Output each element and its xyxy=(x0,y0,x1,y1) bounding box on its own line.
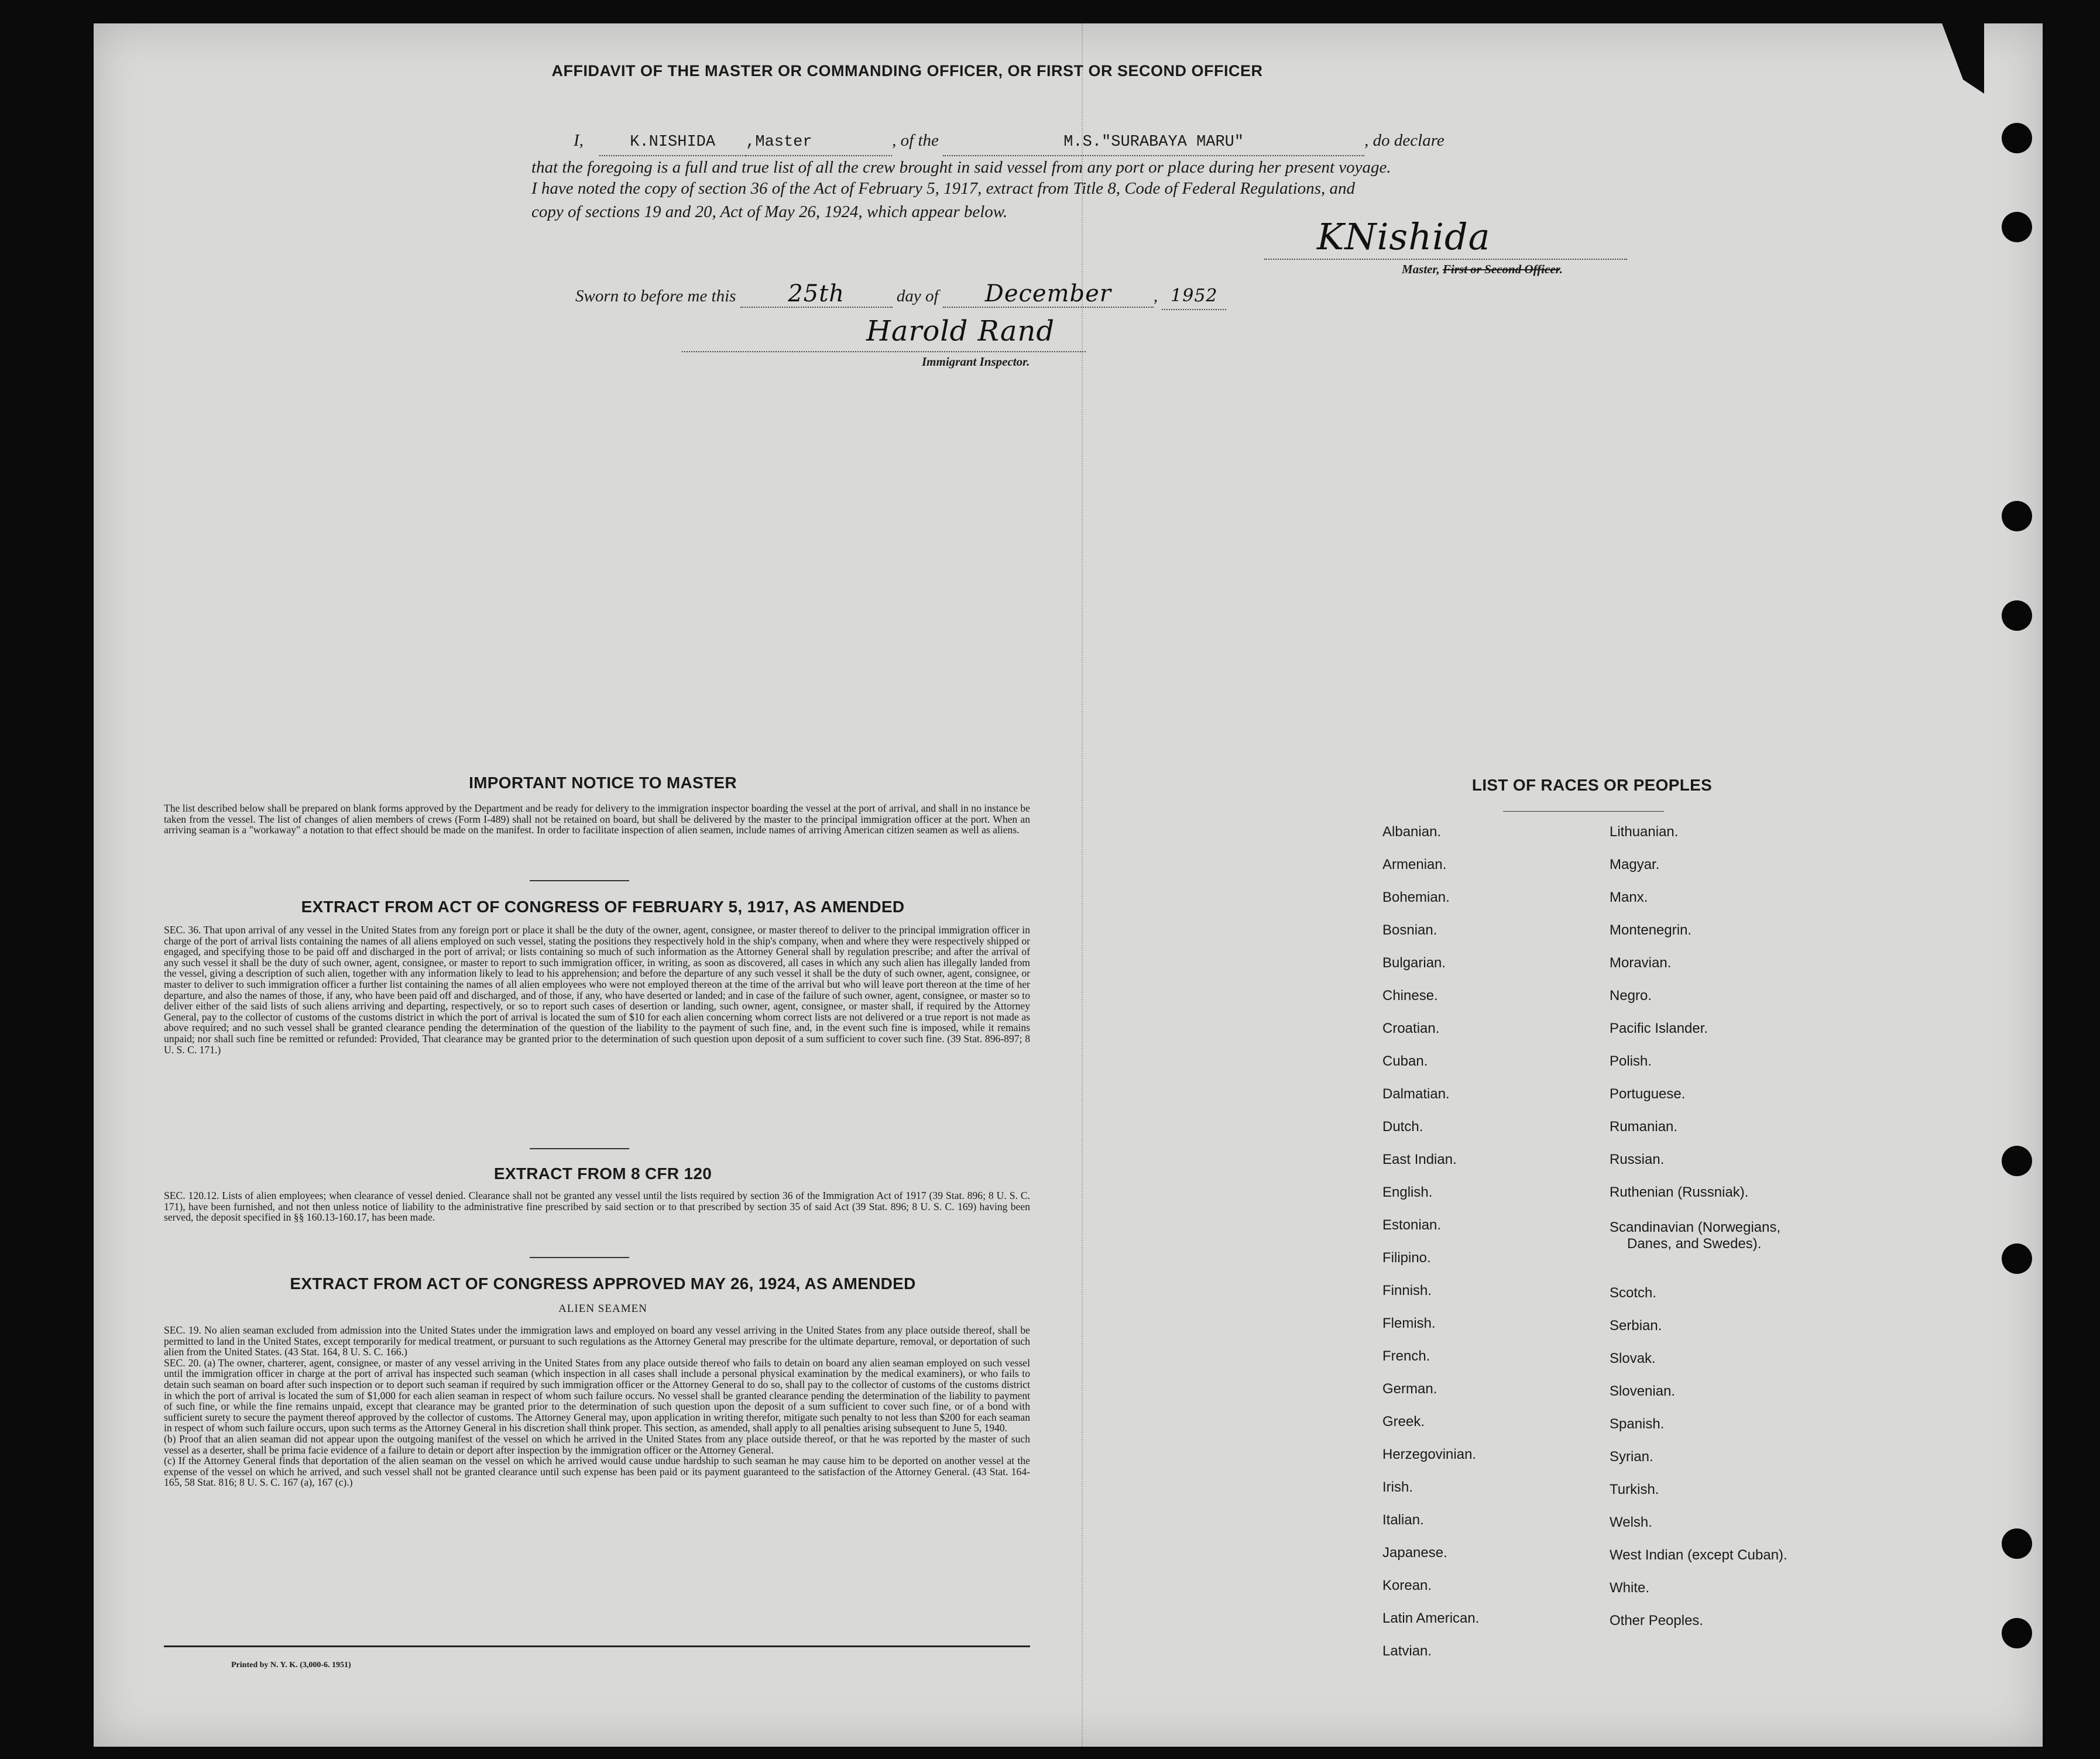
inspector-signature-line xyxy=(682,351,1086,352)
punch-hole xyxy=(2002,1146,2032,1176)
race-item: Italian. xyxy=(1382,1512,1424,1528)
race-item: Negro. xyxy=(1610,988,1652,1004)
race-item: Scotch. xyxy=(1610,1285,1657,1301)
divider xyxy=(530,880,629,881)
extract-1924-body xyxy=(164,1325,1030,1488)
punch-hole xyxy=(2002,600,2032,631)
race-item: Finnish. xyxy=(1382,1283,1432,1298)
race-item: Russian. xyxy=(1610,1152,1665,1167)
printed-by-note: Printed by N. Y. K. (3,000-6. 1951) xyxy=(231,1661,351,1669)
punch-hole xyxy=(2002,1243,2032,1274)
race-item: French. xyxy=(1382,1348,1430,1364)
declaration-line-3: I have noted the copy of section 36 of the Act of February 5, 1917, extract from Title 8, Code of Federal Regulations, and xyxy=(531,179,1356,198)
races-title: LIST OF RACES OR PEOPLES xyxy=(1471,776,1713,794)
extract-cfr-text: SEC. 120.12. Lists of alien employees; when clearance of vessel denied. Clearance shall not be granted any vessel until the lists required by section 36 of the Immigration Act of 1917 (39 Stat. 896; 8 U. S. C. 171), have been furnished, and not then unless notice of liability to the administrative fine prescribed by said section or to that prescribed by section 35 of said Act (39 Stat. 896; 8 U. S. C. 169) having been served, the deposit specified in §§ 160.13-160.17, has been made. xyxy=(164,1190,1030,1224)
race-item: Moravian. xyxy=(1610,955,1672,971)
divider xyxy=(530,1257,629,1258)
day-of-label: day of xyxy=(896,287,939,305)
race-item-line: Danes, and Swedes). xyxy=(1627,1236,1762,1252)
extract-1917-title: EXTRACT FROM ACT OF CONGRESS OF FEBRUARY 5, 1917, AS AMENDED xyxy=(301,898,905,916)
race-item: Lithuanian. xyxy=(1610,824,1679,840)
race-item: Herzegovinian. xyxy=(1382,1447,1477,1462)
master-caption-text: Master, xyxy=(1402,262,1440,276)
race-item: Syrian. xyxy=(1610,1449,1653,1465)
race-item: Polish. xyxy=(1610,1053,1652,1069)
inspector-signature: Harold Rand xyxy=(866,315,1055,348)
race-item xyxy=(1610,1217,1787,1285)
notice-title: IMPORTANT NOTICE TO MASTER xyxy=(469,774,737,792)
sworn-year-field: 1952 xyxy=(1162,283,1226,310)
race-item: Dutch. xyxy=(1382,1119,1423,1135)
race-item: Armenian. xyxy=(1382,857,1447,872)
race-item: Turkish. xyxy=(1610,1482,1659,1497)
notice-text: The list described below shall be prepared on blank forms approved by the Department and be ready for delivery to the immigration inspector boarding the vessel at the port of arrival, and shall in no instance be taken from the vessel. The list of changes of alien members of crews (Form I-489) shall not be retained on board, but shall be delivered by the master to the principal immigration officer at the port. When an arriving seaman is a "workaway" a notation to that effect should be made on the manifest. In order to facilitate inspection of alien seamen, include names of arriving American citizen seamen as well as aliens. xyxy=(164,802,1030,836)
race-item: Croatian. xyxy=(1382,1021,1440,1036)
race-item: Portuguese. xyxy=(1610,1086,1686,1102)
race-item: Albanian. xyxy=(1382,824,1442,840)
race-item: Greek. xyxy=(1382,1414,1425,1430)
race-item: Cuban. xyxy=(1382,1053,1428,1069)
punch-hole xyxy=(2002,1618,2032,1648)
race-item: Estonian. xyxy=(1382,1217,1442,1233)
officer-caption-struck: First or Second Officer xyxy=(1443,262,1560,276)
race-item: East Indian. xyxy=(1382,1152,1457,1167)
race-item: Welsh. xyxy=(1610,1514,1652,1530)
race-item: Latin American. xyxy=(1382,1610,1480,1626)
race-item: Irish. xyxy=(1382,1479,1413,1495)
race-item: Dalmatian. xyxy=(1382,1086,1450,1102)
master-role-field: ,Master xyxy=(746,129,892,156)
extract-1917-text: SEC. 36. That upon arrival of any vessel in the United States from any foreign port or place it shall be the duty of the owner, agent, consignee, or master thereof to deliver to the principal immigration officer in charge of the port of arrival lists containing the names of all aliens employed on such vessel, stating the positions they respectively hold in the ship's company, when and where they were respectively shipped or engaged, and specifying those to be paid off and discharged in the port of arrival; or lists containing so much of such information as the Attorney General shall by regulation prescribe; and after the arrival of any such vessel it shall be the duty of such owner, agent, consignee, or master to report to such immigration officer, in writing, as soon as discovered, all cases in which any such alien has illegally landed from the vessel, giving a description of such alien, together with any information likely to lead to his apprehension; and before the departure of any such vessel it shall be the duty of such owner, agent, consignee, or master to deliver to such immigration officer a further list containing the names of all alien employees who were not employed thereon at the time of the arrival but who will leave port thereon at the time of her departure, and also the names of those, if any, who have been paid off and discharged, and of those, if any, who have deserted or landed; and in case of the failure of such owner, agent, consignee, or master so to deliver either of the said lists of such aliens arriving and departing, respectively, or so to report such cases of desertion or landing, such owner, agent, consignee, or master shall, if required by the Attorney General, pay to the collector of customs of the customs district in which the port of arrival is located the sum of $10 for each alien concerning whom correct lists are not delivered or a true report is not made as above required; and no such vessel shall be granted clearance pending the determination of the question of the liability to the payment of such fine, and, in the event such fine is imposed, while it remains unpaid; nor shall such fine be remitted or refunded: Provided, That clearance may be granted prior to the determination of such question upon deposit of a sum sufficient to cover such fine. (39 Stat. 896-897; 8 U. S. C. 171.) xyxy=(164,924,1030,1056)
race-item: Chinese. xyxy=(1382,988,1438,1004)
declaration-line-1 xyxy=(574,128,1627,156)
race-item: Flemish. xyxy=(1382,1315,1436,1331)
sec-20b-text: (b) Proof that an alien seaman did not appear upon the outgoing manifest of the vessel on which he arrived in the United States from any place outside thereof, or that he was reported by the master of such vessel as a deserter, shall be prima facie evidence of a failure to detain or deport after inspection by the immigration officer or the Attorney General. xyxy=(164,1432,1030,1456)
punch-hole xyxy=(2002,1528,2032,1559)
sworn-line: Sworn to before me this 25th day of December , 1952 xyxy=(575,281,1453,310)
punch-hole xyxy=(2002,501,2032,531)
races-left-column xyxy=(1382,824,1479,1676)
race-item: White. xyxy=(1610,1580,1650,1596)
punch-hole xyxy=(2002,123,2032,153)
race-item: Japanese. xyxy=(1382,1545,1447,1561)
master-name-field: K.NISHIDA xyxy=(599,129,746,156)
sworn-month-field: December xyxy=(943,281,1154,308)
inspector-caption: Immigrant Inspector. xyxy=(922,355,1030,369)
race-item-line: Scandinavian (Norwegians, xyxy=(1610,1219,1781,1235)
i-prefix: I, xyxy=(574,131,584,150)
race-item: Serbian. xyxy=(1610,1318,1662,1334)
of-the-label: , of the xyxy=(892,131,939,150)
extract-cfr-title: EXTRACT FROM 8 CFR 120 xyxy=(493,1164,712,1183)
sworn-prefix: Sworn to before me this xyxy=(575,287,736,305)
race-item: Manx. xyxy=(1610,889,1648,905)
sec-20c-text: (c) If the Attorney General finds that deportation of the alien seaman on the vessel on which he arrived would cause undue hardship to such seaman he may cause him to be deported on another vessel at the expense of the vessel on which he arrived, and such vessel shall not be granted clearance until such expense has been paid or its payment guaranteed to the satisfaction of the Attorney General. (43 Stat. 164-165, 58 Stat. 816; 8 U. S. C. 167 (a), 167 (c).) xyxy=(164,1455,1030,1489)
master-signature-line xyxy=(1264,259,1627,260)
race-item: Slovak. xyxy=(1610,1351,1656,1366)
race-item: Bohemian. xyxy=(1382,889,1450,905)
sec-19-text: SEC. 19. No alien seaman excluded from admission into the United States under the immigration laws and employed on board any vessel arriving in the United States from any place outside thereof, shall be permitted to land in the United States, except temporarily for medical treatment, or pursuant to such regulations as the Attorney General may prescribe for the ultimate departure, removal, or deportation of such alien from the United States. (43 Stat. 164, 8 U. S. C. 166.) xyxy=(164,1324,1030,1358)
race-item: English. xyxy=(1382,1184,1433,1200)
race-item: Montenegrin. xyxy=(1610,922,1692,938)
declaration-line-2: that the foregoing is a full and true list of all the crew brought in said vessel from any port or place during her present voyage. xyxy=(531,158,1391,177)
race-item: West Indian (except Cuban). xyxy=(1610,1547,1787,1563)
affidavit-title: AFFIDAVIT OF THE MASTER OR COMMANDING OFFICER, OR FIRST OR SECOND OFFICER xyxy=(551,62,1263,80)
race-item: Latvian. xyxy=(1382,1643,1432,1659)
race-item: Pacific Islander. xyxy=(1610,1021,1708,1036)
race-item: Ruthenian (Russniak). xyxy=(1610,1184,1749,1200)
race-item: Other Peoples. xyxy=(1610,1613,1704,1629)
race-item: Korean. xyxy=(1382,1578,1432,1593)
extract-1924-title: EXTRACT FROM ACT OF CONGRESS APPROVED MAY 26, 1924, AS AMENDED xyxy=(290,1274,916,1293)
bottom-rule xyxy=(164,1645,1030,1647)
races-title-underline xyxy=(1503,811,1664,812)
sworn-day-field: 25th xyxy=(740,281,893,308)
races-right-column xyxy=(1610,824,1787,1645)
race-item: German. xyxy=(1382,1381,1437,1397)
divider xyxy=(530,1148,629,1149)
race-item: Filipino. xyxy=(1382,1250,1431,1266)
master-caption: Master, First or Second Officer. xyxy=(1402,262,1563,276)
race-item: Spanish. xyxy=(1610,1416,1665,1432)
race-item: Bosnian. xyxy=(1382,922,1437,938)
declaration-line-4: copy of sections 19 and 20, Act of May 26, 1924, which appear below. xyxy=(531,202,1008,221)
punch-hole xyxy=(2002,212,2032,242)
race-item: Slovenian. xyxy=(1610,1383,1676,1399)
race-item: Magyar. xyxy=(1610,857,1660,872)
vessel-name-field: M.S."SURABAYA MARU" xyxy=(943,129,1364,156)
do-declare-label: , do declare xyxy=(1364,131,1444,150)
sec-20a-text: SEC. 20. (a) The owner, charterer, agent, consignee, or master of any vessel arriving in the United States from any place outside thereof who fails to detain on board any alien seaman employed on such vessel until the immigration officer in charge at the port of arrival has inspected such seaman (which inspection in all cases shall include a personal physical examination by the medical examiners), or who fails to detain such seaman on board after such inspection or to deport such seaman if required by such immigration officer or the Attorney General to do so, shall pay to the collector of customs of the customs district in which the port of arrival is located the sum of $1,000 for each alien seaman in respect of whom such failure occurs. No vessel shall be granted clearance pending the determination of the liability to payment of such fine, or while the fine remains unpaid, except that clearance may be granted prior to the determination of such question upon the deposit of a sum sufficient to cover such fine, or of a bond with sufficient surety to secure the payment thereof approved by the collector of customs. The Attorney General may, upon application in writing therefor, mitigate such penalty to not less than $200 for each seaman in respect of whom such failure occurs, upon such terms as the Attorney General in his discretion shall think proper. This section, as amended, shall apply to all penalties arising subsequent to June 5, 1940. xyxy=(164,1356,1030,1434)
race-item: Bulgarian. xyxy=(1382,955,1446,971)
master-signature: KNishida xyxy=(1317,215,1491,258)
alien-seamen-subtitle: ALIEN SEAMEN xyxy=(558,1303,647,1315)
race-item: Rumanian. xyxy=(1610,1119,1678,1135)
